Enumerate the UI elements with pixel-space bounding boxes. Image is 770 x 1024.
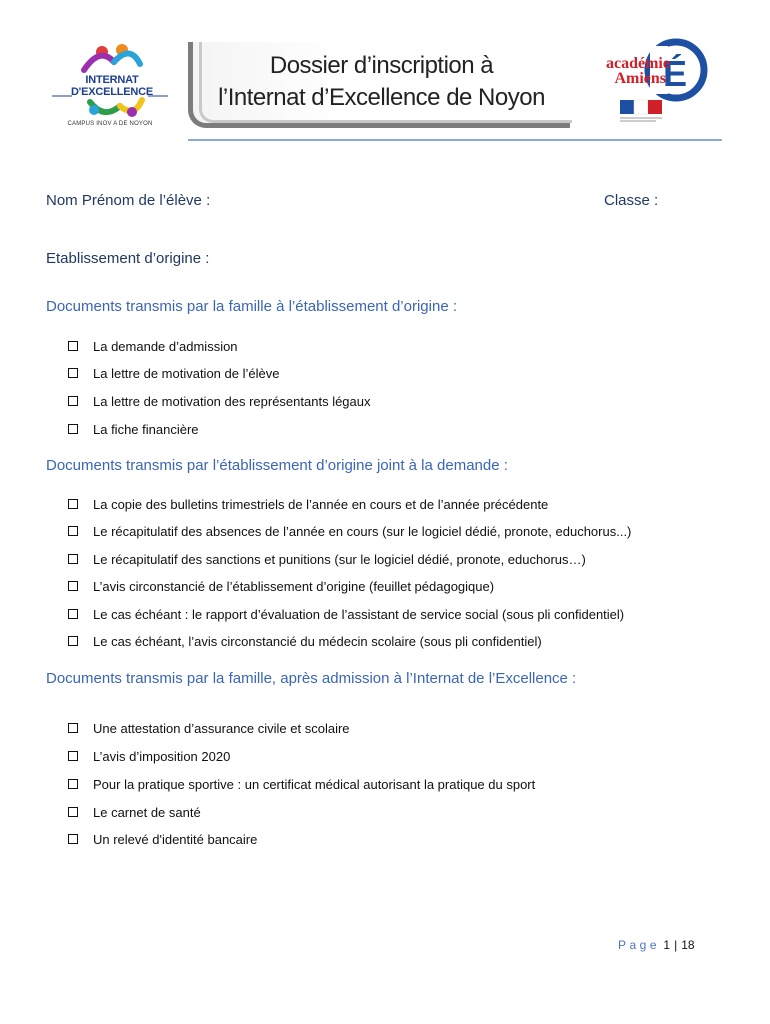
section-heading-family-docs: Documents transmis par la famille à l’établissement d’origine :: [46, 298, 458, 315]
page-number: 1: [663, 938, 671, 952]
checkbox[interactable]: [68, 424, 78, 434]
checkbox[interactable]: [68, 723, 78, 733]
checkbox[interactable]: [68, 609, 78, 619]
checklist-item-label: Le récapitulatif des sanctions et punitions (sur le logiciel dédié, pronote, educhorus…): [93, 552, 586, 567]
section-heading-school-docs: Documents transmis par l’établissement d’origine joint à la demande :: [46, 457, 508, 474]
checklist-item-label: Le cas échéant, l’avis circonstancié du médecin scolaire (sous pli confidentiel): [93, 634, 542, 649]
logo-subtitle: CAMPUS INOV A DE NOYON: [67, 121, 153, 127]
checkbox[interactable]: [68, 499, 78, 509]
checkbox[interactable]: [68, 554, 78, 564]
document-title-box: [188, 42, 570, 128]
checkbox[interactable]: [68, 636, 78, 646]
checkbox[interactable]: [68, 807, 78, 817]
checkbox[interactable]: [68, 368, 78, 378]
checklist-item-label: L’avis d’imposition 2020: [93, 749, 231, 764]
academie-letter: É: [663, 53, 688, 94]
checklist-item-label: Pour la pratique sportive : un certificat médical autorisant la pratique du sport: [93, 777, 536, 792]
academie-wordmark: académie Amiens: [606, 55, 670, 87]
document-title-line2: l’Internat d’Excellence de Noyon: [218, 84, 545, 111]
checkbox[interactable]: [68, 581, 78, 591]
page-word: Page: [618, 938, 661, 952]
checklist-item-label: Un relevé d'identité bancaire: [93, 832, 258, 847]
checklist-item-label: La lettre de motivation des représentants légaux: [93, 394, 371, 409]
checkbox[interactable]: [68, 779, 78, 789]
checklist-item-label: La demande d’admission: [93, 339, 238, 354]
class-field-label: Classe :: [604, 192, 659, 209]
checklist-item-label: La lettre de motivation de l’élève: [93, 366, 280, 381]
checkbox[interactable]: [68, 526, 78, 536]
internat-excellence-logo: [44, 40, 176, 136]
checkbox[interactable]: [68, 396, 78, 406]
document-title-line1: Dossier d’inscription à: [269, 52, 494, 79]
checklist-item-label: Le récapitulatif des absences de l’année en cours (sur le logiciel dédié, pronote, educhorus...): [93, 524, 632, 539]
logo-title: INTERNAT D'EXCELLENCE: [70, 74, 154, 98]
checkbox[interactable]: [68, 834, 78, 844]
checkbox[interactable]: [68, 751, 78, 761]
checklist-item-label: Une attestation d’assurance civile et scolaire: [93, 721, 350, 736]
academie-amiens-logo: [604, 26, 710, 126]
checklist-item-label: La fiche financière: [93, 422, 199, 437]
checklist-item-label: Le cas échéant : le rapport d’évaluation de l’assistant de service social (sous pli confidentiel): [93, 607, 625, 622]
checklist-item-label: La copie des bulletins trimestriels de l’année en cours et de l’année précédente: [93, 497, 549, 512]
checkbox[interactable]: [68, 341, 78, 351]
total-pages: 18: [681, 938, 695, 952]
page-footer: [618, 938, 695, 952]
checklist-item-label: L’avis circonstancié de l’établissement d’origine (feuillet pédagogique): [93, 579, 495, 594]
header-divider: [188, 139, 722, 141]
checklist-item-label: Le carnet de santé: [93, 805, 201, 820]
school-origin-field-label: Etablissement d’origine :: [46, 250, 210, 267]
section-heading-after-admission-docs: Documents transmis par la famille, après admission à l’Internat de l’Excellence :: [46, 670, 577, 687]
student-name-field-label: Nom Prénom de l’élève :: [46, 192, 211, 209]
page-separator: |: [674, 938, 678, 952]
